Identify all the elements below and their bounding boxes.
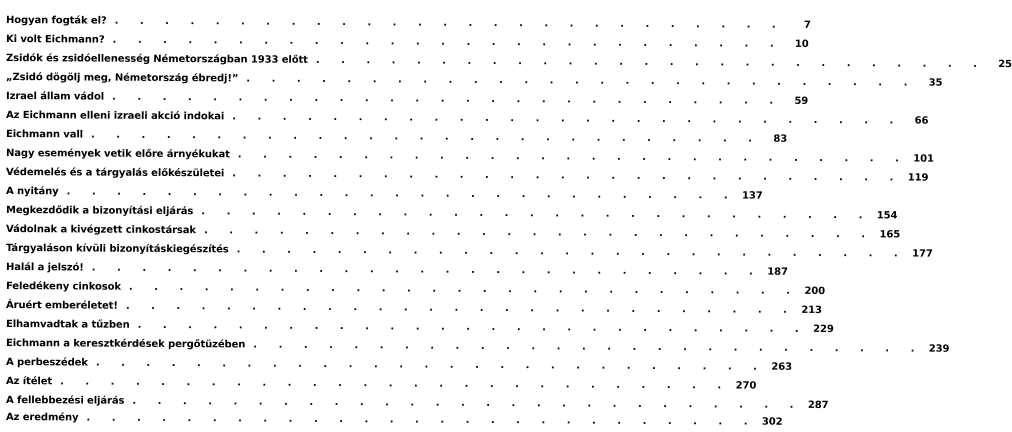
toc-entry-page: 83: [773, 133, 788, 145]
toc-entry: [5, 408, 783, 430]
toc-entry-page: 239: [928, 343, 950, 355]
toc-entry-title: Eichmann vall: [5, 129, 84, 141]
toc-dot-leader: . . . . . . . . . . . . . . . . . . . . . . . . . . .: [112, 91, 783, 107]
toc-entry: [5, 334, 950, 356]
toc-entry: [5, 68, 943, 90]
toc-entry-page: 177: [912, 248, 933, 260]
toc-entry-page: 10: [794, 38, 809, 50]
toc-entry-title: Védemelés és a tárgyalás előkészületei: [5, 167, 225, 180]
toc-entry-title: Elhamvadtak a tűzben: [5, 319, 130, 331]
toc-entry-title: Áruért emberéletet!: [5, 300, 118, 312]
toc-entry-page: 154: [876, 210, 898, 222]
toc-entry-page: 287: [807, 399, 829, 412]
toc-dot-leader: . . . . . . . . . . . . . . . . . . . . . . . . . . .: [95, 357, 767, 373]
toc-dot-leader: . . . . . . . . . . . . . . . . . . . . . . . . . . .: [132, 395, 803, 411]
toc-entry-title: Megkezdődik a bizonyítási eljárás: [5, 205, 194, 218]
toc-entry-page: 66: [914, 115, 929, 127]
toc-entry-title: Az ítélet: [5, 376, 53, 388]
toc-entry-page: 119: [907, 172, 929, 184]
toc-dot-leader: . . . . . . . . . . . . . . . . . . . . . . . . . . .: [201, 206, 872, 222]
toc-entry-title: Halál a jelszó!: [5, 262, 84, 274]
toc-entry: [5, 201, 898, 223]
toc-dot-leader: . . . . . . . . . . . . . . . . . . . . . . . . . . .: [125, 300, 796, 316]
toc-dot-leader: . . . . . . . . . . . . . . . . . . . . . . . . . . .: [128, 281, 800, 297]
toc-entry: [5, 220, 901, 242]
toc-entry-page: 35: [928, 77, 943, 89]
toc-dot-leader: . . . . . . . . . . . . . . . . . . . . . . . . . . .: [203, 225, 875, 241]
toc-entry-page: 213: [801, 304, 822, 316]
toc-dot-leader: . . . . . . . . . . . . . . . . . . . . . . . . . . .: [253, 339, 924, 355]
toc-dot-leader: . . . . . . . . . . . . . . . . . . . . . . . . . . .: [86, 412, 757, 428]
toc-entry-page: 263: [771, 361, 793, 373]
toc-dot-leader: . . . . . . . . . . . . . . . . . . . . . . . . . . .: [91, 262, 762, 278]
toc-entry-title: Izrael állam vádol: [5, 91, 105, 103]
toc-dot-leader: . . . . . . . . . . . . . . . . . . . . . . . . . . .: [60, 376, 731, 392]
toc-dot-leader: . . . . . . . . . . . . . . . . . . . . . . . . . . .: [137, 319, 808, 335]
toc-entry-title: Vádolnak a kivégzett cinkostársak: [5, 224, 197, 237]
toc-entry-title: Eichmann a keresztkérdések pergőtüzében: [5, 338, 246, 351]
toc-entry: [5, 239, 933, 261]
toc-entry-page: 165: [879, 229, 901, 241]
toc-entry-title: Nagy események vetik előre árnyékukat: [5, 148, 230, 161]
toc-entry-title: Az eredmény: [5, 412, 79, 424]
toc-entry-page: 137: [742, 190, 763, 202]
toc-dot-leader: . . . . . . . . . . . . . . . . . . . . . . . . . . .: [236, 244, 907, 260]
toc-dot-leader: . . . . . . . . . . . . . . . . . . . . . . . . . . .: [66, 186, 737, 202]
toc-dot-leader: . . . . . . . . . . . . . . . . . . . . . . . . . . .: [232, 111, 903, 127]
toc-entry-title: A perbeszédek: [5, 357, 88, 369]
toc-entry-title: A nyitány: [5, 186, 59, 198]
toc-entry: [5, 11, 811, 33]
toc-entry-page: 302: [761, 416, 783, 428]
toc-entry: [5, 30, 809, 52]
toc-entry: [5, 182, 763, 204]
toc-entry-page: 59: [794, 95, 809, 107]
toc-dot-leader: . . . . . . . . . . . . . . . . . . . . . . . . . . .: [112, 34, 783, 50]
toc-entry: [5, 144, 934, 166]
toc-dot-leader: . . . . . . . . . . . . . . . . . . . . . . . . . . .: [114, 15, 785, 31]
toc-entry-title: Tárgyaláson kívüli bizonyításkiegészítés: [5, 243, 229, 256]
toc-entry-page: 270: [735, 380, 757, 392]
toc-entry: [5, 277, 826, 299]
toc-entry: [5, 87, 809, 109]
toc-dot-leader: . . . . . . . . . . . . . . . . . . . . . . . . . . .: [315, 54, 986, 70]
toc-entry-title: „Zsidó dögölj meg, Németország ébredj!”: [5, 72, 239, 85]
toc-entry-page: 101: [913, 153, 934, 165]
toc-entry-title: Feledékeny cinkosok: [5, 281, 121, 293]
toc-entry-page: 25: [998, 59, 1012, 71]
toc-entry-page: 200: [804, 285, 826, 298]
toc-dot-leader: . . . . . . . . . . . . . . . . . . . . . . . . . . .: [237, 149, 908, 165]
toc-entry: [5, 163, 929, 185]
toc-entry: [5, 372, 757, 394]
toc-dot-leader: . . . . . . . . . . . . . . . . . . . . . . . . . . .: [246, 73, 917, 89]
toc-entry-page: 7: [803, 19, 811, 31]
toc-entry-page: 229: [813, 323, 834, 336]
toc-entry-page: 187: [767, 266, 788, 278]
toc-entry-title: Zsidók és zsidóellenesség Németországban 1933 előtt: [5, 53, 308, 66]
toc-entry: [5, 49, 1012, 71]
toc-entry-title: Az Eichmann elleni izraeli akció indokai: [5, 110, 225, 123]
toc-entry: [5, 353, 793, 375]
toc-dot-leader: . . . . . . . . . . . . . . . . . . . . . . . . . . .: [232, 168, 903, 184]
toc-entry: [5, 315, 834, 337]
toc-entry: [5, 296, 822, 318]
toc-dot-leader: . . . . . . . . . . . . . . . . . . . . . . . . . . .: [90, 129, 762, 145]
toc-entry: [5, 125, 788, 147]
toc-entry: [5, 258, 788, 280]
toc-entry: [5, 106, 929, 128]
toc-entry-title: Ki volt Eichmann?: [5, 34, 105, 46]
toc-entry-title: Hogyan fogták el?: [5, 15, 107, 27]
toc-entry-title: A fellebbezési eljárás: [5, 395, 125, 407]
